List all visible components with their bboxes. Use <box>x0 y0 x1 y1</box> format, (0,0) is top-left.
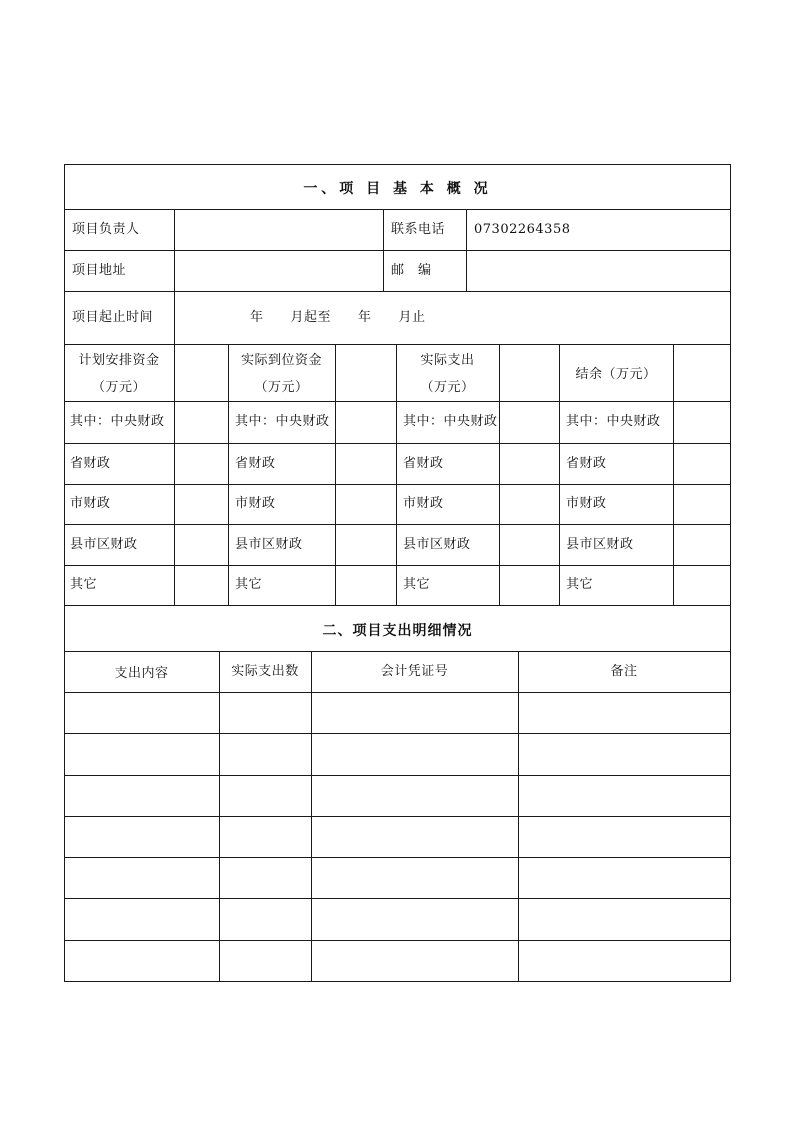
rule <box>64 898 731 899</box>
rule <box>64 775 731 776</box>
rule <box>64 209 731 210</box>
rule <box>64 816 731 817</box>
rule <box>174 344 175 606</box>
header-actual-funds: 实际到位资金 <box>240 353 322 368</box>
section2-title: 二、项目支出明细情况 <box>322 623 473 639</box>
rule <box>174 209 175 345</box>
rule <box>64 733 731 734</box>
column-header-amount: 实际支出数 <box>231 664 299 679</box>
phone-field[interactable]: 07302264358 <box>474 222 571 237</box>
rule <box>559 344 560 606</box>
rule <box>64 250 731 251</box>
postcode-label: 邮 编 <box>391 263 432 278</box>
border-right <box>730 164 731 982</box>
fund-row-label: 市财政 <box>70 496 111 511</box>
rule <box>64 443 731 444</box>
border-bottom <box>64 981 731 982</box>
header-actual-spending-unit: （万元） <box>420 380 475 395</box>
rule <box>466 209 467 291</box>
rule <box>64 524 731 525</box>
fund-row-label: 县市区财政 <box>403 537 471 552</box>
fund-row-label: 其它 <box>70 577 98 592</box>
rule <box>311 651 312 982</box>
rule <box>64 857 731 858</box>
rule <box>64 401 731 402</box>
rule <box>64 291 731 292</box>
fund-row-label: 其中：中央财政 <box>403 414 498 429</box>
column-header-remarks: 备注 <box>610 664 638 679</box>
rule <box>64 940 731 941</box>
header-planned-funds-unit: （万元） <box>91 380 146 395</box>
fund-row-label: 其它 <box>235 577 263 592</box>
phone-label: 联系电话 <box>391 222 446 237</box>
rule <box>64 565 731 566</box>
fund-row-label: 其它 <box>403 577 431 592</box>
period-label: 项目起止时间 <box>72 310 154 325</box>
rule <box>64 344 731 345</box>
fund-row-label: 市财政 <box>403 496 444 511</box>
border-left <box>64 164 65 982</box>
rule <box>673 344 674 606</box>
leader-label: 项目负责人 <box>72 222 140 237</box>
rule <box>499 344 500 606</box>
rule <box>383 209 384 291</box>
fund-row-label: 县市区财政 <box>566 537 634 552</box>
fund-row-label: 市财政 <box>235 496 276 511</box>
fund-row-label: 其它 <box>566 577 594 592</box>
period-field[interactable]: 年 月起至 年 月止 <box>250 310 426 325</box>
column-header-content: 支出内容 <box>114 666 169 681</box>
border-top <box>64 164 731 165</box>
header-actual-funds-unit: （万元） <box>254 380 309 395</box>
rule <box>335 344 336 606</box>
fund-row-label: 其中：中央财政 <box>70 414 165 429</box>
header-balance: 结余（万元） <box>575 367 657 382</box>
fund-row-label: 县市区财政 <box>235 537 303 552</box>
fund-row-label: 县市区财政 <box>70 537 138 552</box>
rule <box>64 484 731 485</box>
section1-title: 一、项 目 基 本 概 况 <box>303 181 492 197</box>
rule <box>64 605 731 606</box>
fund-row-label: 省财政 <box>403 456 444 471</box>
header-planned-funds: 计划安排资金 <box>78 353 160 368</box>
rule <box>64 692 731 693</box>
fund-row-label: 市财政 <box>566 496 607 511</box>
address-label: 项目地址 <box>72 263 127 278</box>
rule <box>64 651 731 652</box>
column-header-voucher: 会计凭证号 <box>380 664 449 679</box>
fund-row-label: 省财政 <box>235 456 276 471</box>
rule <box>219 651 220 982</box>
fund-row-label: 其中：中央财政 <box>566 414 661 429</box>
fund-row-label: 其中：中央财政 <box>235 414 330 429</box>
fund-row-label: 省财政 <box>70 456 111 471</box>
header-actual-spending: 实际支出 <box>420 353 475 368</box>
rule <box>518 651 519 982</box>
fund-row-label: 省财政 <box>566 456 607 471</box>
